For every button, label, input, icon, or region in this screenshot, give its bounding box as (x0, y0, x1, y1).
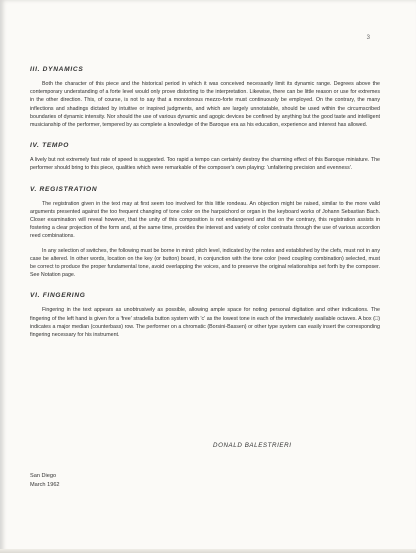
paragraph: Fingering in the text appears as unobtrusively as possible, allowing ample space for noting personal digitation and other indications. The fingering of the left hand is given for a 'free' stradella button system with 'c' as the lowest tone in each of the immediately available octaves. A box (□) indicates a major median (counterbass) row. The performer on a chromatic (Borsini-Bassen) or other type system can easily insert the corresponding fingering necessary for his instrument. (30, 307, 380, 339)
author-signature: DONALD BALESTRIERI (213, 442, 292, 449)
section-registration (30, 186, 380, 280)
paragraph: In any selection of switches, the following must be borne in mind: pitch level, indicated by the notes and established by the clefs, must not in any case be altered. In other words, location on the key (or button) board, in conjunction with the tone color (reed coupling combination) selected, must be correct to produce the proper fundamental tone, avoid overlapping the voices, and to preserve the original relationships set forth by the composer. See Notation page. (30, 247, 380, 279)
section-tempo (30, 142, 380, 172)
section-heading: III. DYNAMICS (30, 66, 84, 73)
paragraph: The registration given in the text may at first seem too involved for this little rondeau. An objection might be raised, similar to the more valid arguments presented against the too frequent changing of tone color on the harpsichord or organ in the keyboard works of Johann Sebastian Bach. Closer examination will reveal however, that the unity of this composition is not endangered and that on the contrary, this registration assists in fostering a clear projection of the form and, at the same time, provides the interest and variety of color contrasts through the use of various accordion reed combinations. (30, 200, 380, 240)
page-edge (0, 549, 416, 553)
document-body (30, 66, 380, 352)
section-dynamics (30, 66, 380, 129)
page-number: 3 (366, 35, 370, 41)
section-heading: IV. TEMPO (30, 142, 70, 150)
section-heading: V. REGISTRATION (30, 185, 98, 193)
place-date: March 1962 (30, 481, 60, 488)
section-fingering (30, 292, 380, 339)
section-heading: VI. FINGERING (30, 292, 86, 300)
paragraph: A lively but not extremely fast rate of speed is suggested. Too rapid a tempo can certainly destroy the charming effect of this Baroque miniature. The performer should bring to this piece, qualities which were remarkable of the composer's own playing: 'unfaltering precision and evenness'. (30, 157, 380, 172)
place-city: San Diego (30, 473, 57, 479)
place-and-date (30, 472, 60, 489)
paragraph: Both the character of this piece and the historical period in which it was conceived necessarily limit its dynamic range. Degrees above the contemporary understanding of a forte level would only prove distorting to the interpretation. Likewise, there can be little reason or use for extremes in the other direction. This, of course, is not to say that a monotonous mezzo-forte must continuously be employed. On the contrary, the many inflections and shadings dictated by intuitive or inspired judgments, and which are largely unnotatable, should be used within the circumscribed boundaries of dynamic intensity. Nor should the use of various dynamic and agogic devices be confined by anything but the good taste and intelligent musicianship of the performer, tempered by as complete a knowledge of the Baroque era as his education, experience and interest has allowed. (30, 81, 380, 129)
